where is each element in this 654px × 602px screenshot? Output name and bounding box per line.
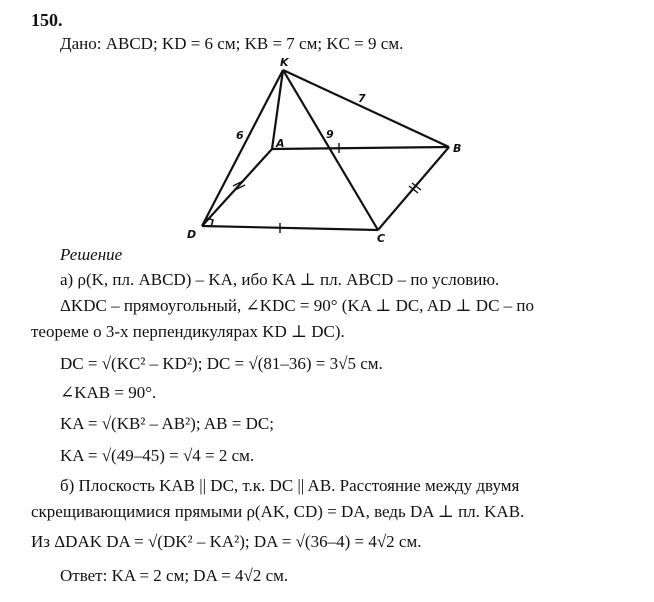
- edge-KD: [202, 70, 283, 226]
- solution-line-b2: скрещивающимися прямыми ρ(AK, CD) = DA, ведь DA ⊥ пл. KAB.: [31, 502, 525, 521]
- answer-line: Ответ: KA = 2 см; DA = 4√2 см.: [60, 566, 289, 585]
- label-KC-length: 9: [326, 128, 334, 141]
- given-line: Дано: ABCD; KD = 6 см; KB = 7 см; KC = 9 см.: [60, 34, 404, 53]
- solution-line-a5: ∠KAB = 90°.: [60, 383, 157, 402]
- label-B: B: [453, 142, 462, 155]
- solution-line-a2: ΔKDC – прямоугольный, ∠KDC = 90° (KA ⊥ DC, AD ⊥ DC – по: [60, 296, 534, 315]
- solution-line-a4: DC = √(KC² – KD²); DC = √(81–36) = 3√5 см.: [60, 354, 383, 373]
- edge-AB: [272, 147, 449, 149]
- solution-line-a1: а) ρ(K, пл. ABCD) – KA, ибо KA ⊥ пл. ABCD – по условию.: [60, 270, 500, 289]
- solution-line-b1: б) Плоскость KAB || DC, т.к. DC || AB. Расстояние между двумя: [60, 476, 520, 495]
- label-D: D: [187, 228, 197, 241]
- label-KD-length: 6: [236, 129, 244, 142]
- solution-line-a3: теореме о 3-х перпендикулярах KD ⊥ DC).: [31, 322, 345, 341]
- label-K: K: [280, 56, 289, 69]
- solution-line-a7: KA = √(49–45) = √4 = 2 см.: [60, 446, 255, 465]
- edge-BC: [378, 147, 449, 230]
- solution-line-a6: KA = √(KB² – AB²); AB = DC;: [60, 414, 274, 433]
- label-KB-length: 7: [358, 92, 366, 105]
- problem-number: 150.: [31, 10, 63, 30]
- solution-heading: Решение: [60, 245, 123, 264]
- edge-KB: [283, 70, 449, 147]
- solution-line-b3: Из ΔDAK DA = √(DK² – KA²); DA = √(36–4) = 4√2 см.: [31, 532, 422, 551]
- edge-DC: [202, 226, 378, 230]
- label-C: C: [377, 232, 386, 245]
- label-A: A: [276, 137, 285, 150]
